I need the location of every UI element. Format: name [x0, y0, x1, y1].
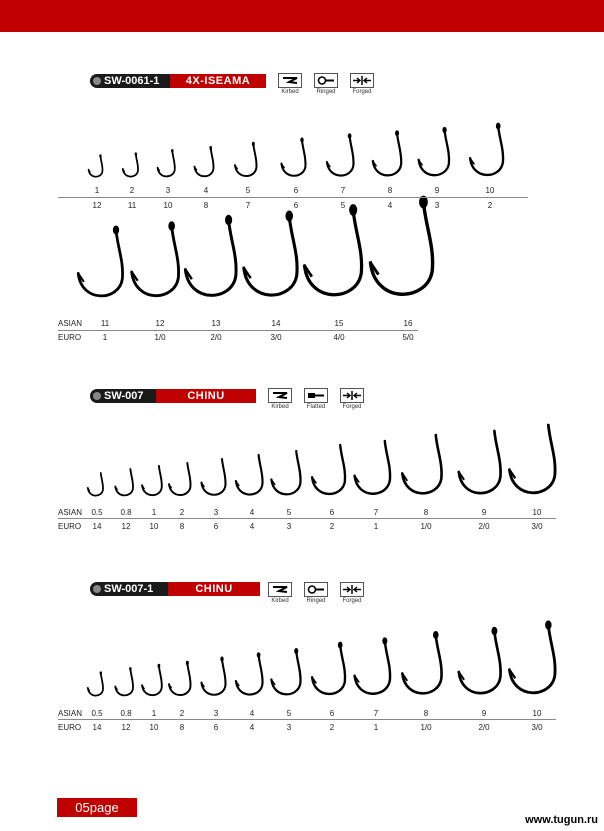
size-asian: 7: [340, 186, 346, 195]
hook-illustration: [201, 459, 225, 495]
hook-illustration: [235, 142, 257, 176]
hook-illustration: [195, 146, 214, 176]
size-asian: 6: [293, 186, 299, 195]
size-euro: 12: [121, 723, 131, 732]
size-euro: 8: [179, 522, 185, 531]
hook-illustration: [158, 149, 175, 176]
hook-illustration: [355, 441, 390, 494]
size-asian: 11: [100, 319, 110, 328]
hook-illustration: [373, 130, 401, 175]
size-asian: 9: [481, 508, 487, 517]
row-label-euro: EURO: [58, 333, 82, 342]
table-divider: [58, 330, 418, 331]
feature-label: Forged: [342, 598, 362, 604]
size-euro: 3/0: [531, 723, 543, 732]
hook-illustration: [89, 154, 103, 176]
size-euro: 2/0: [478, 522, 490, 531]
hook-illustration: [271, 451, 300, 494]
page-number: 05page: [57, 798, 137, 817]
table-divider: [58, 719, 556, 720]
size-asian: 5: [245, 186, 251, 195]
hook-illustration: [371, 196, 433, 295]
size-asian: 7: [373, 709, 379, 718]
product-code: SW-007: [90, 389, 156, 403]
size-asian: 1: [94, 186, 100, 195]
feature-label: Kirbed: [281, 89, 299, 95]
table-divider: [58, 197, 528, 198]
hook-illustration: [142, 664, 162, 695]
size-euro: 1: [102, 333, 108, 342]
hook-illustration: [355, 637, 390, 693]
hook-illustration: [509, 425, 555, 493]
feature-label: Kirbed: [271, 404, 289, 410]
hook-illustration: [327, 133, 354, 175]
size-euro: 8: [179, 723, 185, 732]
size-asian: 2: [129, 186, 135, 195]
size-asian: 4: [249, 709, 255, 718]
hook-illustration: [305, 204, 362, 295]
feature-label: Forged: [342, 404, 362, 410]
hook-illustration: [281, 138, 305, 176]
size-asian: 0.8: [120, 709, 132, 718]
size-euro: 2/0: [478, 723, 490, 732]
feature-label: Flatted: [306, 404, 326, 410]
feature-label: Ringed: [306, 598, 326, 604]
feature-label: Ringed: [316, 89, 336, 95]
hook-illustration: [509, 620, 555, 692]
hook-illustration: [271, 648, 300, 694]
hook-illustration: [470, 123, 503, 175]
size-euro: 14: [92, 522, 102, 531]
product-name: CHINU: [156, 389, 256, 403]
size-asian: 3: [213, 709, 219, 718]
hook-illustration: [312, 445, 345, 494]
size-euro: 1/0: [154, 333, 166, 342]
product-code: SW-0061-1: [90, 74, 170, 88]
size-euro: 3/0: [270, 333, 282, 342]
size-euro: 2: [329, 522, 335, 531]
hook-illustration: [402, 631, 441, 693]
size-euro: 6: [213, 723, 219, 732]
row-label-euro: EURO: [58, 522, 82, 531]
size-asian: 13: [211, 319, 221, 328]
size-asian: 0.5: [91, 709, 103, 718]
size-asian: 2: [179, 508, 185, 517]
feature-label: Kirbed: [271, 598, 289, 604]
size-euro: 10: [149, 522, 159, 531]
size-asian: 2: [179, 709, 185, 718]
size-asian: 8: [423, 709, 429, 718]
hook-illustration: [244, 211, 297, 296]
size-euro: 5/0: [402, 333, 414, 342]
size-asian: 10: [532, 709, 542, 718]
row-label-asian: ASIAN: [58, 508, 83, 517]
size-euro: 4: [387, 201, 393, 210]
product-name: CHINU: [168, 582, 260, 596]
size-euro: 1: [373, 723, 379, 732]
size-asian: 4: [203, 186, 209, 195]
hook-illustration: [419, 127, 449, 175]
size-asian: 4: [249, 508, 255, 517]
size-asian: 9: [481, 709, 487, 718]
hook-illustration: [88, 473, 103, 496]
size-asian: 16: [403, 319, 413, 328]
size-asian: 1: [151, 709, 157, 718]
size-euro: 1/0: [420, 522, 432, 531]
size-asian: 0.8: [120, 508, 132, 517]
size-asian: 12: [155, 319, 165, 328]
size-euro: 5: [340, 201, 346, 210]
size-euro: 3: [286, 522, 292, 531]
size-asian: 7: [373, 508, 379, 517]
size-asian: 5: [286, 709, 292, 718]
product-code: SW-007-1: [90, 582, 168, 596]
hook-illustration: [236, 455, 263, 495]
size-euro: 12: [121, 522, 131, 531]
size-euro: 6: [213, 522, 219, 531]
hook-illustration: [115, 469, 133, 495]
size-asian: 8: [387, 186, 393, 195]
size-asian: 0.5: [91, 508, 103, 517]
size-asian: 10: [485, 186, 495, 195]
size-asian: 1: [151, 508, 157, 517]
size-euro: 3: [434, 201, 440, 210]
size-asian: 14: [271, 319, 281, 328]
product-name: 4X-ISEAMA: [170, 74, 266, 88]
hook-illustration: [142, 466, 162, 495]
size-euro: 7: [245, 201, 251, 210]
hook-illustration: [78, 225, 122, 295]
hook-illustration: [132, 221, 179, 295]
size-euro: 3: [286, 723, 292, 732]
size-asian: 6: [329, 508, 335, 517]
size-asian: 10: [532, 508, 542, 517]
size-euro: 3/0: [531, 522, 543, 531]
size-asian: 6: [329, 709, 335, 718]
size-euro: 11: [127, 201, 137, 210]
hook-illustration: [115, 667, 133, 695]
size-euro: 4: [249, 723, 255, 732]
hook-illustration: [459, 431, 501, 493]
size-euro: 12: [92, 201, 102, 210]
hook-illustration: [459, 627, 501, 693]
row-label-asian: ASIAN: [58, 319, 83, 328]
feature-label: Forged: [352, 89, 372, 95]
hook-illustration: [185, 215, 236, 296]
hook-illustration: [88, 671, 103, 695]
size-euro: 8: [203, 201, 209, 210]
size-asian: 15: [334, 319, 344, 328]
size-euro: 10: [163, 201, 173, 210]
size-asian: 3: [165, 186, 171, 195]
hook-illustration: [169, 661, 191, 695]
hook-illustration: [236, 652, 263, 694]
hook-illustration: [312, 642, 345, 694]
hook-illustration: [169, 463, 191, 495]
table-divider: [58, 518, 556, 519]
size-euro: 2: [329, 723, 335, 732]
size-euro: 4/0: [333, 333, 345, 342]
size-euro: 1/0: [420, 723, 432, 732]
hook-illustration: [201, 657, 225, 695]
size-euro: 4: [249, 522, 255, 531]
size-asian: 5: [286, 508, 292, 517]
size-euro: 2/0: [210, 333, 222, 342]
size-asian: 8: [423, 508, 429, 517]
size-euro: 14: [92, 723, 102, 732]
row-label-asian: ASIAN: [58, 709, 83, 718]
size-euro: 2: [487, 201, 493, 210]
site-url: www.tugun.ru: [525, 814, 598, 826]
size-euro: 1: [373, 522, 379, 531]
size-asian: 3: [213, 508, 219, 517]
hook-illustration: [402, 435, 441, 493]
size-asian: 9: [434, 186, 440, 195]
size-euro: 10: [149, 723, 159, 732]
size-euro: 6: [293, 201, 299, 210]
row-label-euro: EURO: [58, 723, 82, 732]
hook-illustration: [123, 152, 138, 176]
